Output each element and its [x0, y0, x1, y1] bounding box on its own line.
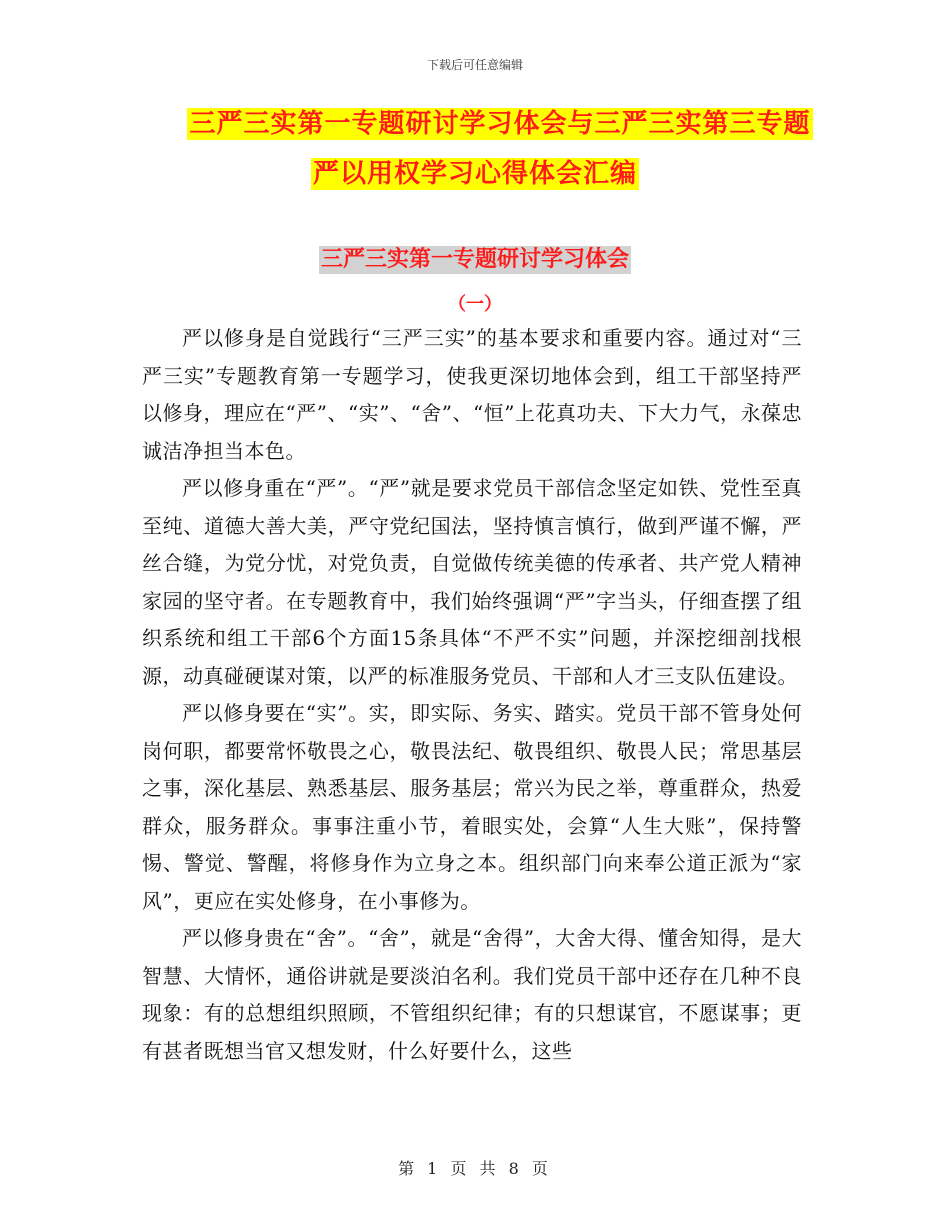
paragraph: 严以修身贵在“舍”。“舍”，就是“舍得”，大舍大得、懂舍知得，是大智慧、大情怀，通俗讲就是要淡泊名利。我们党员干部中还存在几种不良现象：有的总想组织照顾，不管组织纪律；有的只想谋官，不愿谋事；更有甚者既想当官又想发财，什么好要什么，这些	[142, 926, 802, 1063]
section-subtitle: （一）	[448, 294, 502, 315]
document-title	[0, 108, 950, 208]
paragraph: 严以修身重在“严”。“严”就是要求党员干部信念坚定如铁、党性至真至纯、道德大善大美，严守党纪国法，坚持慎言慎行，做到严谨不懈，严丝合缝，为党分忧，对党负责，自觉做传统美德的传承者、共产党人精神家园的坚守者。在专题教育中，我们始终强调“严”字当头，仔细查摆了组织系统和组工干部6个方面15条具体“不严不实”问题，并深挖细剖找根源，动真碰硬谋对策，以严的标准服务党员、干部和人才三支队伍建设。	[142, 476, 802, 688]
paragraph: 严以修身是自觉践行“三严三实”的基本要求和重要内容。通过对“三严三实”专题教育第一专题学习，使我更深切地体会到，组工干部坚持严以修身，理应在“严”、“实”、“舍”、“恒”上花真功夫、下大力气，永葆忠诚洁净担当本色。	[142, 326, 802, 463]
section-title-text: 三严三实第一专题研讨学习体会	[320, 247, 629, 272]
title-line-2: 严以用权学习心得体会汇编	[312, 159, 637, 189]
paragraph: 严以修身要在“实”。实，即实际、务实、踏实。党员干部不管身处何岗何职，都要常怀敬畏之心，敬畏法纪、敬畏组织、敬畏人民；常思基层之事，深化基层、熟悉基层、服务基层；常兴为民之举，尊重群众，热爱群众，服务群众。事事注重小节，着眼实处，会算“人生大账”，保持警惕、警觉、警醒，将修身作为立身之本。组织部门向来奉公道正派为“家风”，更应在实处修身，在小事修为。	[142, 701, 802, 913]
title-line-1: 三严三实第一专题研讨学习体会与三严三实第三专题	[189, 109, 811, 139]
document-body	[142, 320, 802, 1070]
header-note: 下载后可任意编辑	[426, 58, 523, 72]
page-number: 第 1 页 共 8 页	[398, 1159, 552, 1178]
section-title	[0, 246, 950, 274]
